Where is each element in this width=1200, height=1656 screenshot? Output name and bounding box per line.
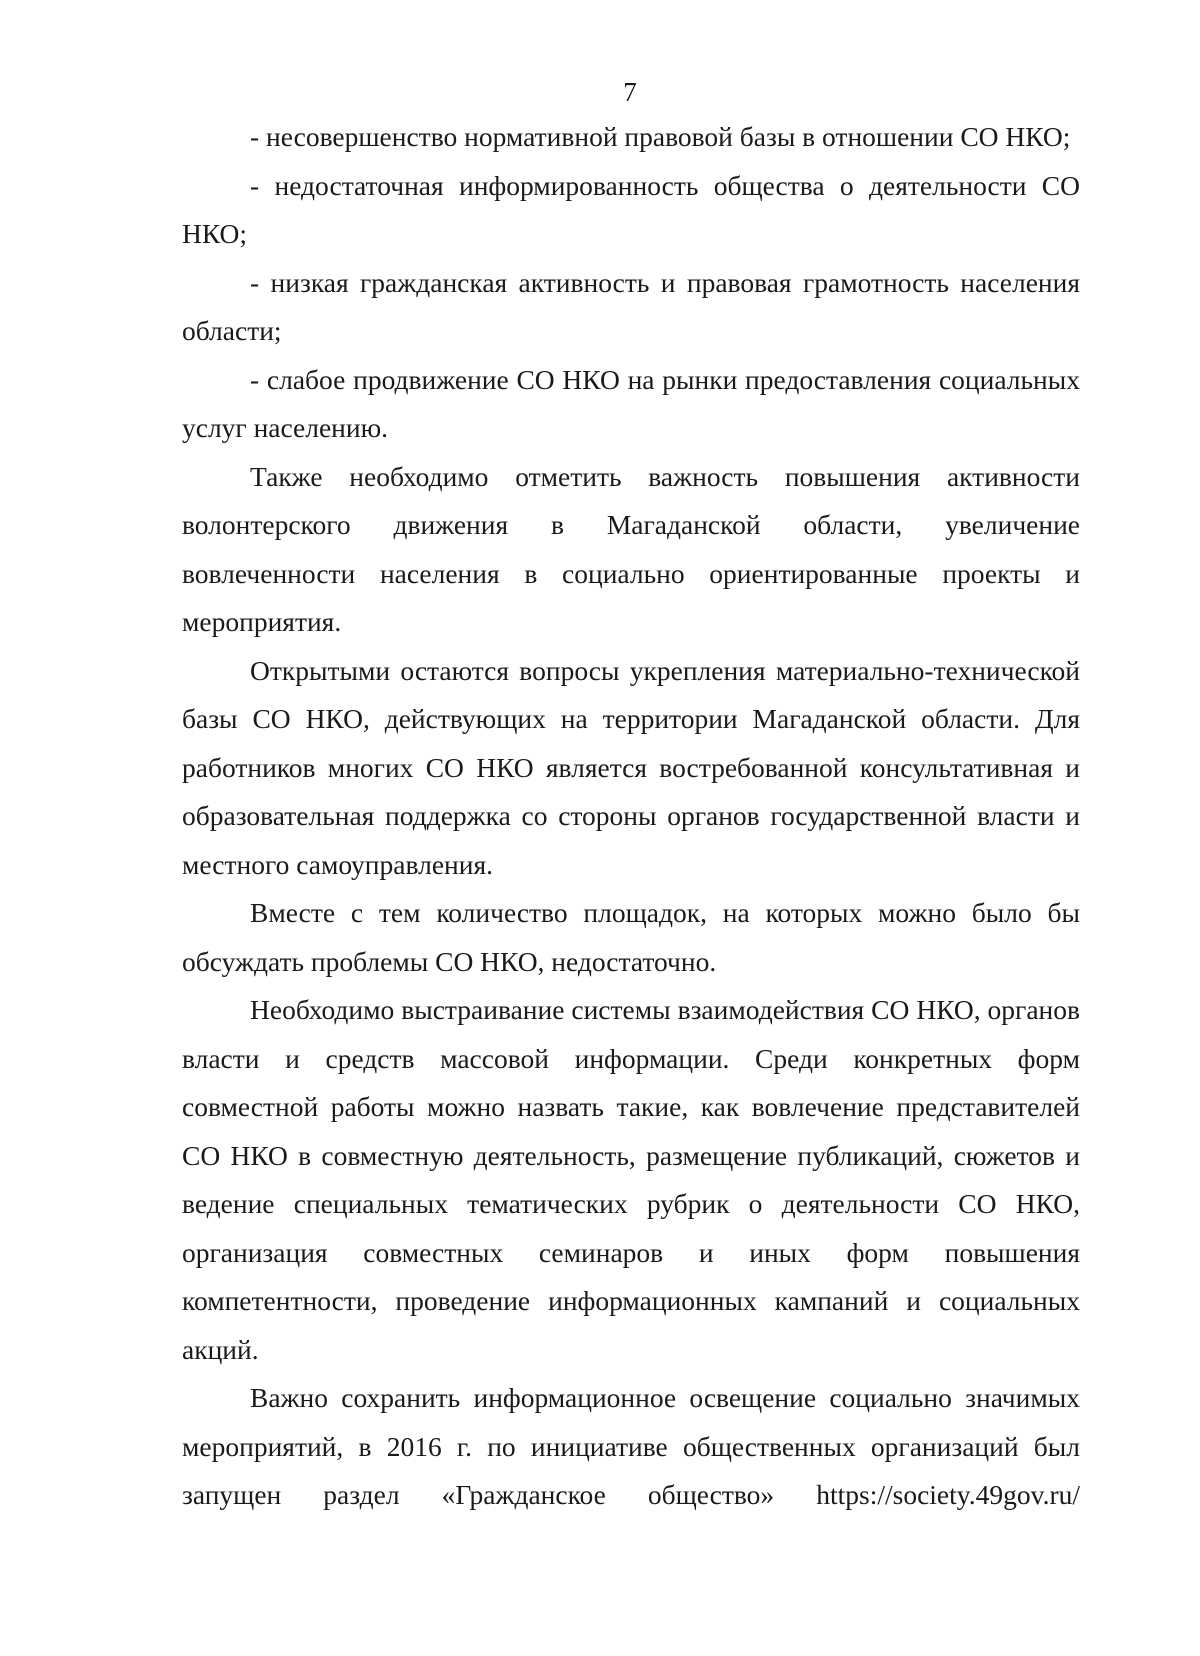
list-item-public-awareness: - недостаточная информированность общества о деятельности СО НКО;: [182, 169, 1080, 249]
paragraph-discussion-platforms: Вместе с тем количество площадок, на которых можно было бы обсуждать проблемы СО НКО, недостаточно.: [182, 897, 1080, 977]
paragraph-material-base: Открытыми остаются вопросы укрепления материально-технической базы СО НКО, действующих на территории Магаданской области. Для работников многих СО НКО является востребованной консультативная и образовательная поддержка со стороны органов государственной власти и местного самоуправления.: [182, 654, 1080, 880]
paragraph-volunteer-movement: Также необходимо отметить важность повышения активности волонтерского движения в Магаданской области, увеличение вовлеченности населения в социально ориентированные проекты и мероприятия.: [182, 460, 1080, 637]
paragraph-information-coverage: Важно сохранить информационное освещение социально значимых мероприятий, в 2016 г. по инициативе общественных организаций был запущен раздел «Гражданское общество» https://society.49gov.ru/: [182, 1382, 1080, 1510]
list-item-regulatory-base: - несовершенство нормативной правовой базы в отношении СО НКО;: [250, 121, 1071, 152]
paragraph-interaction-system: Необходимо выстраивание системы взаимодействия СО НКО, органов власти и средств массовой информации. Среди конкретных форм совместной работы можно назвать такие, как вовлечение представителей СО НКО в совместную деятельность, размещение публикаций, сюжетов и ведение специальных тематических рубрик о деятельности СО НКО, организация совместных семинаров и иных форм повышения компетентности, проведение информационных кампаний и социальных акций.: [182, 994, 1080, 1365]
list-item-social-services-market: - слабое продвижение СО НКО на рынки предоставления социальных услуг населению.: [182, 363, 1080, 443]
page-number: 7: [623, 77, 637, 107]
document-body: [182, 113, 1080, 1520]
list-item-civic-activity: - низкая гражданская активность и правовая грамотность населения области;: [182, 266, 1080, 346]
